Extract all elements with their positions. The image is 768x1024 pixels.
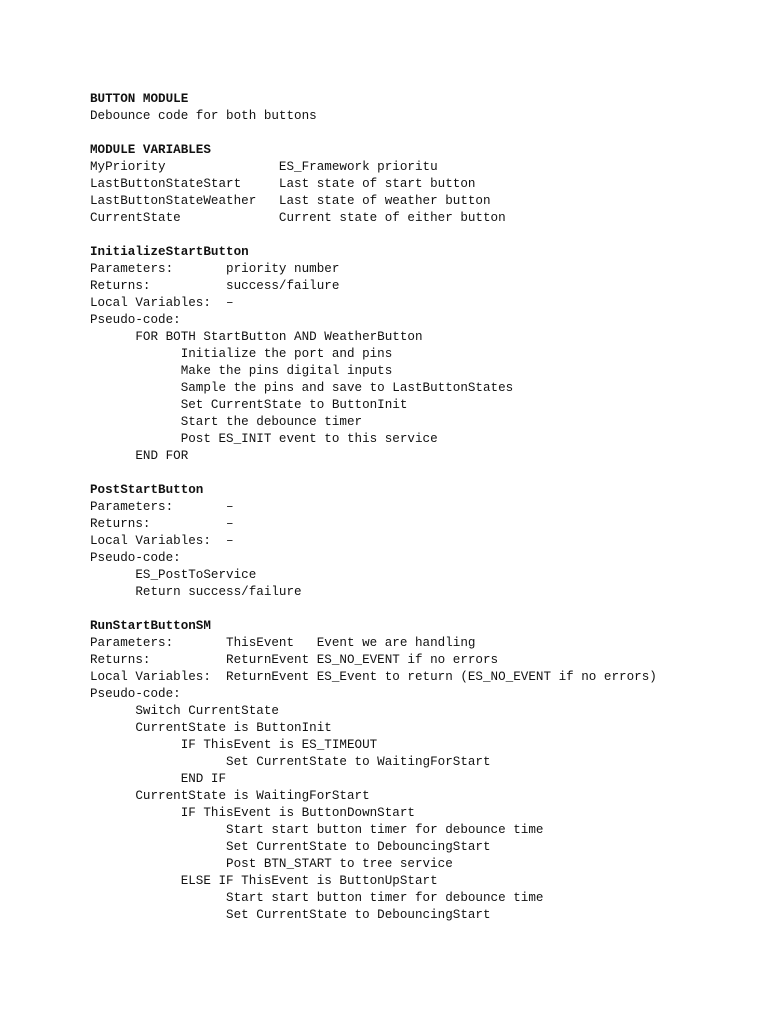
section-heading: BUTTON MODULE [90, 92, 189, 106]
text-line: Returns: – [90, 517, 234, 531]
text-line: END IF [90, 772, 227, 786]
pseudo-code-document [90, 91, 760, 924]
text-line: CurrentState is WaitingForStart [90, 789, 370, 803]
text-line: END FOR [90, 449, 189, 463]
text-line: FOR BOTH StartButton AND WeatherButton [90, 330, 423, 344]
text-line: Pseudo-code: [90, 313, 181, 327]
text-line: Post ES_INIT event to this service [90, 432, 438, 446]
text-line: Local Variables: – [90, 534, 234, 548]
text-line: CurrentState is ButtonInit [90, 721, 332, 735]
text-line: CurrentState Current state of either button [90, 211, 506, 225]
text-line: Parameters: – [90, 500, 234, 514]
text-line: IF ThisEvent is ButtonDownStart [90, 806, 415, 820]
text-line: ES_PostToService [90, 568, 257, 582]
blank-line [90, 125, 760, 142]
text-line: Local Variables: – [90, 296, 234, 310]
section-heading: PostStartButton [90, 483, 204, 497]
text-line: Make the pins digital inputs [90, 364, 393, 378]
text-line: IF ThisEvent is ES_TIMEOUT [90, 738, 378, 752]
blank-line [90, 465, 760, 482]
text-line: ELSE IF ThisEvent is ButtonUpStart [90, 874, 438, 888]
text-line: Debounce code for both buttons [90, 109, 317, 123]
text-line: Set CurrentState to WaitingForStart [90, 755, 491, 769]
text-line: Local Variables: ReturnEvent ES_Event to return (ES_NO_EVENT if no errors) [90, 670, 657, 684]
text-line: Switch CurrentState [90, 704, 279, 718]
text-line: Start the debounce timer [90, 415, 363, 429]
text-line: Return success/failure [90, 585, 302, 599]
text-line: Set CurrentState to DebouncingStart [90, 908, 491, 922]
section-heading: InitializeStartButton [90, 245, 249, 259]
text-line: Initialize the port and pins [90, 347, 393, 361]
text-line: Returns: success/failure [90, 279, 340, 293]
section-heading: RunStartButtonSM [90, 619, 211, 633]
text-line: Returns: ReturnEvent ES_NO_EVENT if no errors [90, 653, 499, 667]
text-line: LastButtonStateWeather Last state of weather button [90, 194, 491, 208]
text-line: Post BTN_START to tree service [90, 857, 453, 871]
section-heading: MODULE VARIABLES [90, 143, 211, 157]
text-line: MyPriority ES_Framework prioritu [90, 160, 438, 174]
text-line: Pseudo-code: [90, 687, 181, 701]
blank-line [90, 227, 760, 244]
text-line: Parameters: priority number [90, 262, 340, 276]
text-line: Parameters: ThisEvent Event we are handling [90, 636, 476, 650]
text-line: Start start button timer for debounce time [90, 823, 544, 837]
text-line: LastButtonStateStart Last state of start button [90, 177, 476, 191]
text-line: Pseudo-code: [90, 551, 181, 565]
text-line: Set CurrentState to DebouncingStart [90, 840, 491, 854]
text-line: Sample the pins and save to LastButtonStates [90, 381, 514, 395]
text-line: Start start button timer for debounce time [90, 891, 544, 905]
text-line: Set CurrentState to ButtonInit [90, 398, 408, 412]
blank-line [90, 601, 760, 618]
